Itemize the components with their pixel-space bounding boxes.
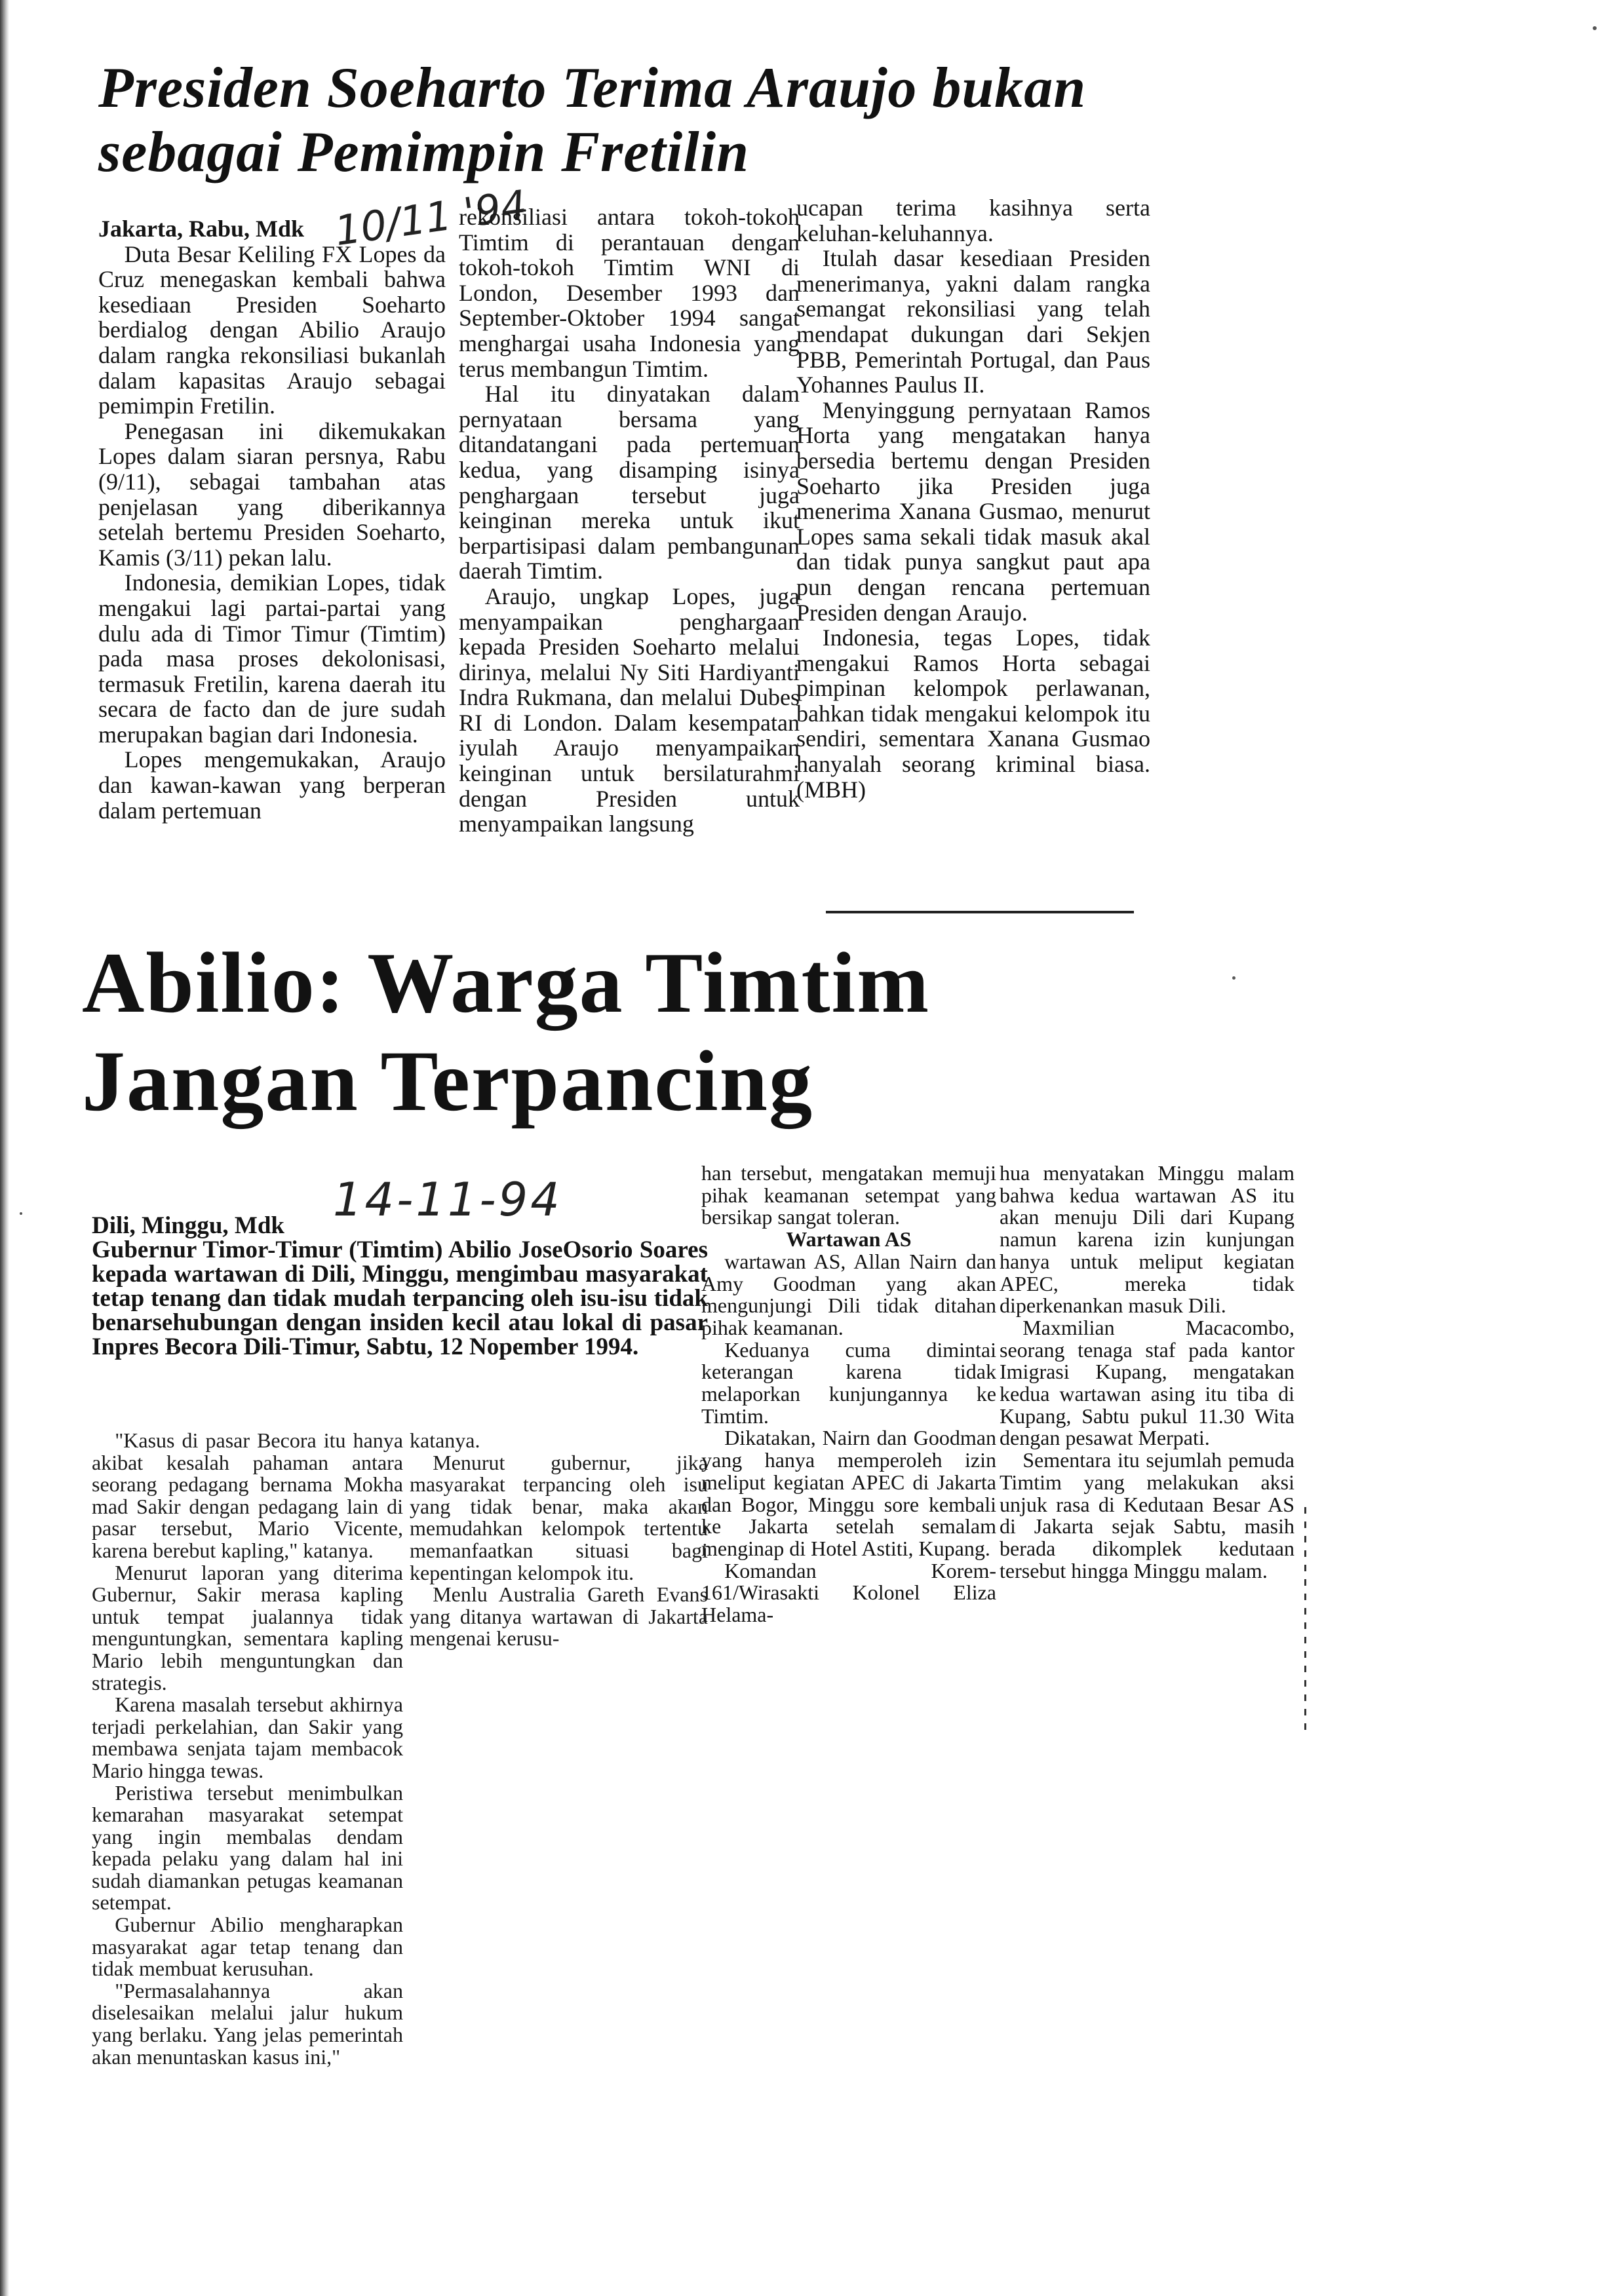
article2-paragraph: Dikatakan, Nairn dan Goodman yang hanya memperoleh izin meliput kegiatan APEC di Jakarta dan Bogor, Minggu sore kembali ke Jakarta setelah semalam menginap di Hotel Astiti, Kupang. — [701, 1426, 996, 1560]
article1-paragraph: Indonesia, tegas Lopes, tidak mengakui Ramos Horta sebagai pimpinan kelompok perlawanan, bahkan tidak mengakui kelompok itu sendiri, sementara Xanana Gusmao hanyalah seorang kriminal biasa.(MBH) — [796, 624, 1150, 803]
article1-paragraph: Lopes mengemukakan, Araujo dan kawan-kawan yang berperan dalam pertemuan — [98, 746, 446, 824]
article2-paragraph: Menurut laporan yang diterima Gubernur, Sakir merasa kapling untuk tempat jualannya tidak menguntungkan, sementara kapling Mario lebih menguntungkan dan strategis. — [92, 1560, 403, 1694]
scan-speck — [1593, 26, 1597, 30]
article2-paragraph: Maxmilian Macacombo, seorang tenaga staf pada kantor Imigrasi Kupang, mengatakan kedua wartawan asing itu tiba di Kupang, Sabtu pukul 11.30 Wita dengan pesawat Merpati. — [1000, 1315, 1294, 1450]
article1-paragraph: Indonesia, demikian Lopes, tidak mengakui lagi partai-partai yang dulu ada di Timor Timur (Timtim) pada masa proses dekolonisasi, termasuk Fretilin, karena daerah itu secara de facto dan de jure sudah merupakan bagian dari Indonesia. — [98, 569, 446, 748]
scan-speck — [20, 1212, 22, 1215]
article1-column-3 — [796, 195, 1150, 802]
article2-paragraph: Menlu Australia Gareth Evans yang ditanya wartawan di Jakarta mengenai kerusu- — [410, 1582, 708, 1651]
article2-paragraph: Sementara itu sejumlah pemuda Timtim yang melakukan aksi unjuk rasa di Kedutaan Besar AS di Jakarta sejak Sabtu, masih berada dikomplek kedutaan tersebut hingga Minggu malam. — [1000, 1448, 1294, 1582]
article1-paragraph: Duta Besar Keliling FX Lopes da Cruz menegaskan kembali bahwa kesediaan Presiden Soeharto berdialog dengan Abilio Araujo dalam rangka rekonsiliasi bukanlah dalam kapasitas Araujo sebagai pemimpin Fretilin. — [98, 240, 446, 419]
article1-paragraph: ucapan terima kasihnya serta keluhan-keluhannya. — [796, 195, 1150, 246]
article1-paragraph — [98, 216, 446, 242]
scan-margin-mark — [1304, 1507, 1306, 1730]
article2-column-1 — [92, 1430, 403, 2068]
article2-column-2 — [410, 1430, 708, 1650]
article2-handwritten-date: 14-11-94 — [333, 1173, 562, 1227]
article2-paragraph: wartawan AS, Allan Nairn dan Amy Goodman yang akan mengunjungi Dili tidak ditahan pihak keamanan. — [701, 1249, 996, 1339]
article1-paragraph: rekonsiliasi antara tokoh-tokoh Timtim di perantauan dengan tokoh-tokoh Timtim WNI di London, Desember 1993 dan September-Oktober 1994 sangat menghargai usaha Indonesia yang terus membangun Timtim. — [459, 204, 800, 382]
article2-dateline: Dili, Minggu, Mdk — [92, 1212, 284, 1239]
article2-paragraph: "Permasalahannya akan diselesaikan melalui jalur hukum yang berlaku. Yang jelas pemerintah akan menuntaskan kasus ini," — [92, 1978, 403, 2069]
article2-paragraph: Keduanya cuma dimintai keterangan karena tidak melaporkan kunjungannya ke Timtim. — [701, 1337, 996, 1428]
article1-column-2 — [459, 204, 800, 837]
article1-paragraph: Araujo, ungkap Lopes, juga menyampaikan penghargaan kepada Presiden Soeharto melalui dirinya, melalui Ny Siti Hardiyanti Indra Rukmana, dan melalui Dubes RI di London. Dalam kesempatan iyulah Araujo menyampaikan keinginan untuk bersilaturahmi dengan Presiden untuk menyampaikan langsung — [459, 583, 800, 837]
article1-headline: Presiden Soeharto Terima Araujo bukan sebagai Pemimpin Fretilin — [98, 56, 1087, 184]
article1-paragraph: Hal itu dinyatakan dalam pernyataan bersama yang ditandatangani pada pertemuan kedua, yang disamping isinya penghargaan tersebut juga keinginan mereka untuk ikut berpartisipasi dalam pembangunan daerah Timtim. — [459, 381, 800, 584]
article-divider-rule — [826, 911, 1134, 913]
article2-paragraph: Karena masalah tersebut akhirnya terjadi perkelahian, dan Sakir yang membawa senjata tajam membacok Mario hingga tewas. — [92, 1693, 403, 1782]
article2-paragraph: katanya. — [410, 1428, 480, 1452]
article2-paragraph: Menurut gubernur, jika masyarakat terpancing oleh isu yang tidak benar, maka akan memudahkan kelompok tertentu memanfaatkan situasi bagi kepentingan kelompok itu. — [410, 1450, 708, 1584]
article2-paragraph: Gubernur Abilio mengharapkan masyarakat agar tetap tenang dan tidak membuat kerusuhan. — [92, 1913, 403, 1981]
article2-paragraph: Peristiwa tersebut menimbulkan kemarahan masyarakat setempat yang ingin membalas dendam kepada pelaku yang dalam hal ini sudah diamankan petugas keamanan setempat. — [92, 1780, 403, 1915]
article2-headline-line2: Jangan Terpancing — [82, 1033, 814, 1129]
scan-edge-shadow — [0, 0, 9, 2296]
article2-paragraph: "Kasus di pasar Becora itu hanya akibat kesalah pahaman antara seorang pedagang bernama Mokha mad Sakir dengan pedagang lain di pasar tersebut, Mario Vicente, karena berebut kapling," katanya. — [92, 1428, 403, 1562]
article1-handwritten-date: 10/11 '94 — [332, 180, 530, 256]
article2-headline-line1: Abilio: Warga Timtim — [82, 934, 931, 1031]
article1-column-1 — [98, 216, 446, 823]
article1-dateline: Jakarta, Rabu, Mdk — [98, 216, 305, 242]
article2-column-4 — [1000, 1162, 1294, 1582]
article2-paragraph: Komandan Korem-161/Wirasakti Kolonel Eliza Helama- — [701, 1558, 996, 1627]
article2-lead-text: Gubernur Timor-Timur (Timtim) Abilio JoseOsorio Soares kepada wartawan di Dili, Minggu, mengimbau masyarakat tetap tenang dan tidak mudah terpancing oleh isu-isu tidak benarsehubungan dengan insiden kecil atau lokal di pasar Inpres Becora Dili-Timur, Sabtu, 12 Nopember 1994. — [92, 1236, 708, 1360]
article1-paragraph: Itulah dasar kesediaan Presiden menerimanya, yakni dalam rangka semangat rekonsiliasi yang telah mendapat dukungan dari Sekjen PBB, Pemerintah Portugal, dan Paus Yohannes Paulus II. — [796, 245, 1150, 398]
article2-column-3 — [701, 1162, 996, 1626]
article1-paragraph: Menyinggung pernyataan Ramos Horta yang mengatakan hanya bersedia bertemu dengan Presiden Soeharto jika Presiden juga menerima Xanana Gusmao, menurut Lopes sama sekali tidak masuk akal dan tidak punya sangkut paut apa pun dengan rencana pertemuan Presiden dengan Araujo. — [796, 396, 1150, 626]
article2-lead — [92, 1214, 708, 1359]
article2-headline — [82, 934, 1236, 1130]
article1-paragraph: Penegasan ini dikemukakan Lopes dalam siaran persnya, Rabu (9/11), sebagai tambahan atas penjelasan yang diberikannya setelah bertemu Presiden Soeharto, Kamis (3/11) pekan lalu. — [98, 417, 446, 571]
article2-paragraph: han tersebut, mengatakan memuji pihak keamanan setempat yang bersikap sangat toleran. — [701, 1161, 996, 1229]
article2-paragraph: hua menyatakan Minggu malam bahwa kedua wartawan AS itu akan menuju Dili dari Kupang namun karena izin kunjungan hanya untuk meliput kegiatan APEC, mereka tidak diperkenankan masuk Dili. — [1000, 1161, 1294, 1318]
article2-subhead: Wartawan AS — [786, 1227, 912, 1252]
